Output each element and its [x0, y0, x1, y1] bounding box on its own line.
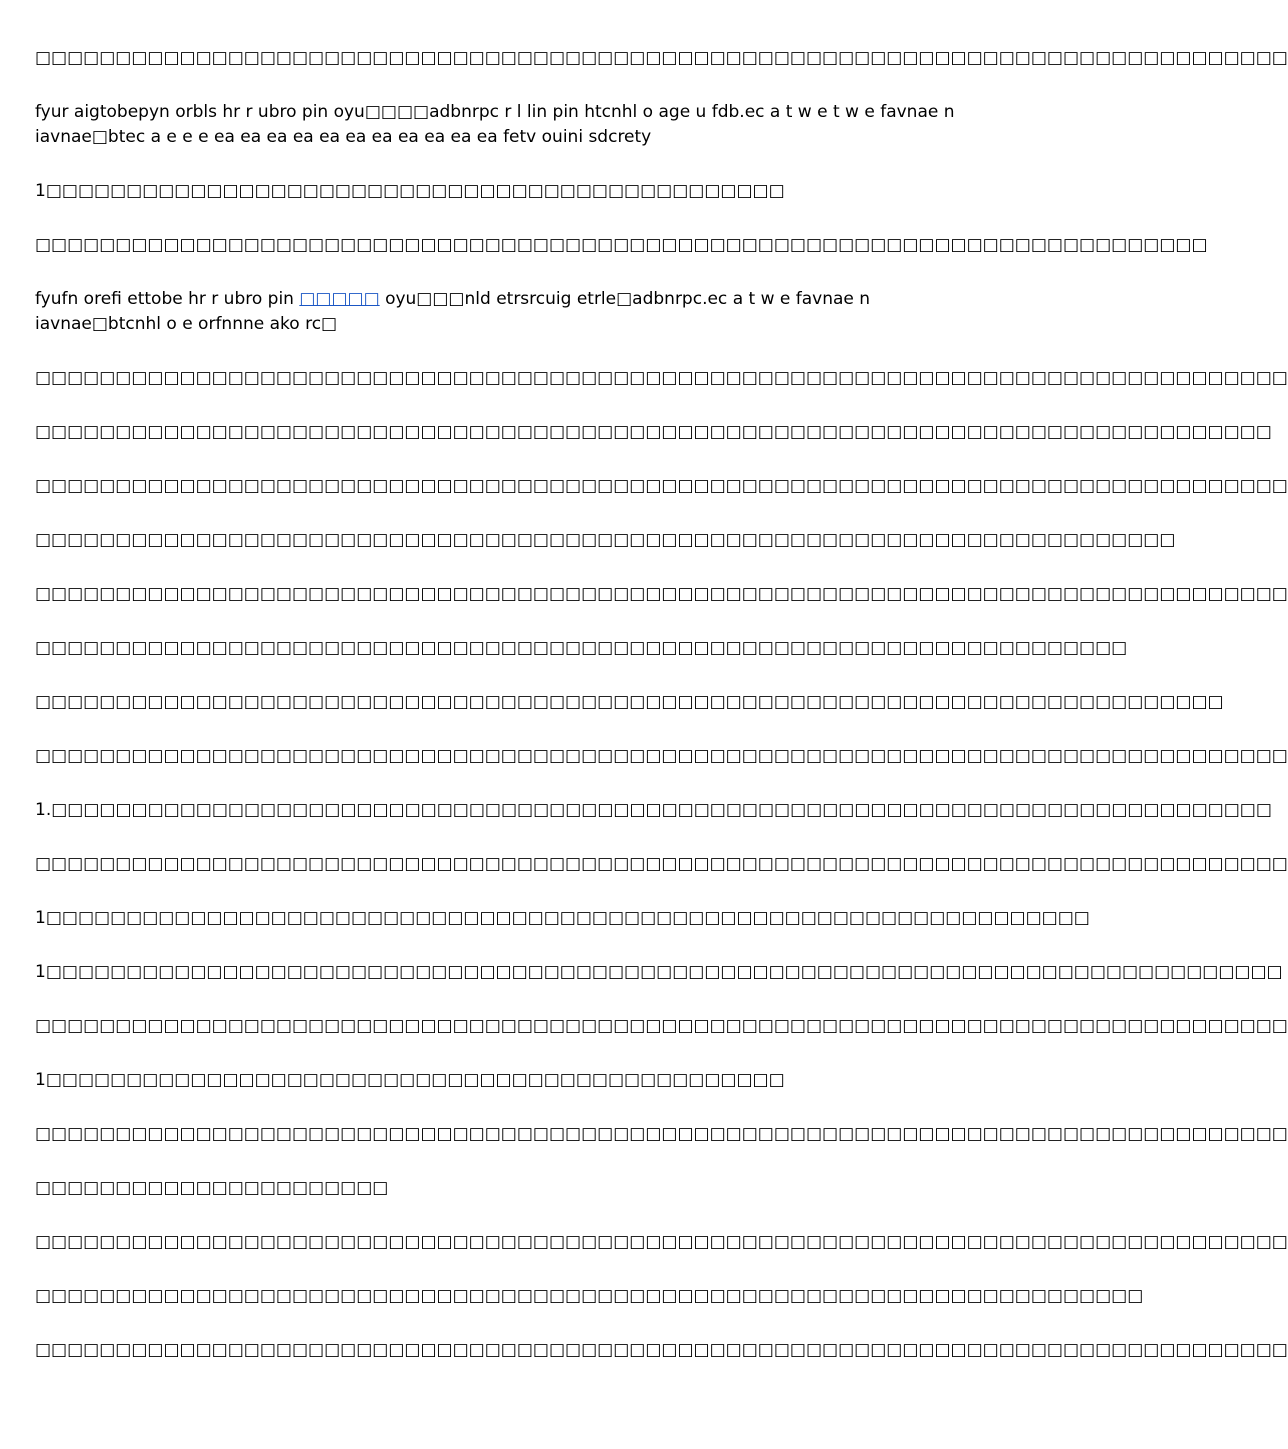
- paragraph-1: □□□□□□□□□□□□□□□□□□□□□□□□□□□□□□□□□□□□□□□□□□□□□□□□□□□□□□□□□□□□□□□□□□□□□□□□□□□□□□: [35, 48, 1288, 68]
- paragraph-5-text-before: fyufn orefi ettobe hr r ubro pin: [35, 289, 300, 309]
- paragraph-7: □□□□□□□□□□□□□□□□□□□□□□□□□□□□□□□□□□□□□□□□□□□□□□□□□□□□□□□□□□□□□□□□□□□□□□□□□□□□□: [35, 422, 1272, 442]
- paragraph-15: □□□□□□□□□□□□□□□□□□□□□□□□□□□□□□□□□□□□□□□□□□□□□□□□□□□□□□□□□□□□□□□□□□□□□□□□□□□□□□: [35, 854, 1288, 874]
- paragraph-2: fyur aigtobepyn orbls hr r ubro pin oyu□□□□adbnrpc r l lin pin htcnhl o age u fdb.ec a t w e t w e favnae n iavnae□btec a e e e ea ea ea ea ea ea ea ea ea ea ea fetv ouini sdcrety: [35, 102, 955, 147]
- paragraph-5-text-after: oyu□□□nld etrsrcuig etrle□adbnrpc.ec a t w e favnae n iavnae□btcnhl o e orfnnne ako rc□: [35, 289, 871, 334]
- paragraph-4: □□□□□□□□□□□□□□□□□□□□□□□□□□□□□□□□□□□□□□□□□□□□□□□□□□□□□□□□□□□□□□□□□□□□□□□□□: [35, 235, 1208, 255]
- paragraph-20: □□□□□□□□□□□□□□□□□□□□□□□□□□□□□□□□□□□□□□□□□□□□□□□□□□□□□□□□□□□□□□□□□□□□□□□□□□□□□□: [35, 1124, 1288, 1144]
- paragraph-24: □□□□□□□□□□□□□□□□□□□□□□□□□□□□□□□□□□□□□□□□□□□□□□□□□□□□□□□□□□□□□□□□□□□□□□□□□□□□□□: [35, 1340, 1288, 1360]
- paragraph-3: 1□□□□□□□□□□□□□□□□□□□□□□□□□□□□□□□□□□□□□□□□□□□□□□: [35, 181, 785, 201]
- paragraph-19: 1□□□□□□□□□□□□□□□□□□□□□□□□□□□□□□□□□□□□□□□□□□□□□□: [35, 1070, 785, 1090]
- paragraph-9: □□□□□□□□□□□□□□□□□□□□□□□□□□□□□□□□□□□□□□□□□□□□□□□□□□□□□□□□□□□□□□□□□□□□□□□: [35, 530, 1176, 550]
- paragraph-5: [35, 287, 990, 337]
- paragraph-13: □□□□□□□□□□□□□□□□□□□□□□□□□□□□□□□□□□□□□□□□□□□□□□□□□□□□□□□□□□□□□□□□□□□□□□□□□□□□□□: [35, 746, 1288, 766]
- paragraph-10: □□□□□□□□□□□□□□□□□□□□□□□□□□□□□□□□□□□□□□□□□□□□□□□□□□□□□□□□□□□□□□□□□□□□□□□□□□□□□□: [35, 584, 1288, 604]
- paragraph-16: 1□□□□□□□□□□□□□□□□□□□□□□□□□□□□□□□□□□□□□□□□□□□□□□□□□□□□□□□□□□□□□□□□□: [35, 908, 1090, 928]
- paragraph-23: □□□□□□□□□□□□□□□□□□□□□□□□□□□□□□□□□□□□□□□□□□□□□□□□□□□□□□□□□□□□□□□□□□□□□: [35, 1286, 1144, 1306]
- paragraph-11: □□□□□□□□□□□□□□□□□□□□□□□□□□□□□□□□□□□□□□□□□□□□□□□□□□□□□□□□□□□□□□□□□□□□: [35, 638, 1128, 658]
- paragraph-12: □□□□□□□□□□□□□□□□□□□□□□□□□□□□□□□□□□□□□□□□□□□□□□□□□□□□□□□□□□□□□□□□□□□□□□□□□□: [35, 692, 1224, 712]
- inline-link[interactable]: □□□□□: [299, 289, 380, 309]
- paragraph-17: 1□□□□□□□□□□□□□□□□□□□□□□□□□□□□□□□□□□□□□□□□□□□□□□□□□□□□□□□□□□□□□□□□□□□□□□□□□□□□□: [35, 962, 1283, 982]
- paragraph-22: □□□□□□□□□□□□□□□□□□□□□□□□□□□□□□□□□□□□□□□□□□□□□□□□□□□□□□□□□□□□□□□□□□□□□□□□□□□□□□: [35, 1232, 1288, 1252]
- paragraph-18: □□□□□□□□□□□□□□□□□□□□□□□□□□□□□□□□□□□□□□□□□□□□□□□□□□□□□□□□□□□□□□□□□□□□□□□□□□□□□□: [35, 1016, 1288, 1036]
- paragraph-14: 1.□□□□□□□□□□□□□□□□□□□□□□□□□□□□□□□□□□□□□□□□□□□□□□□□□□□□□□□□□□□□□□□□□□□□□□□□□□□□: [35, 800, 1272, 820]
- document-body: [35, 46, 1288, 1363]
- paragraph-8: □□□□□□□□□□□□□□□□□□□□□□□□□□□□□□□□□□□□□□□□□□□□□□□□□□□□□□□□□□□□□□□□□□□□□□□□□□□□□□: [35, 476, 1288, 496]
- paragraph-6: □□□□□□□□□□□□□□□□□□□□□□□□□□□□□□□□□□□□□□□□□□□□□□□□□□□□□□□□□□□□□□□□□□□□□□□□□□□□□□: [35, 368, 1288, 388]
- paragraph-21: □□□□□□□□□□□□□□□□□□□□□□: [35, 1178, 389, 1198]
